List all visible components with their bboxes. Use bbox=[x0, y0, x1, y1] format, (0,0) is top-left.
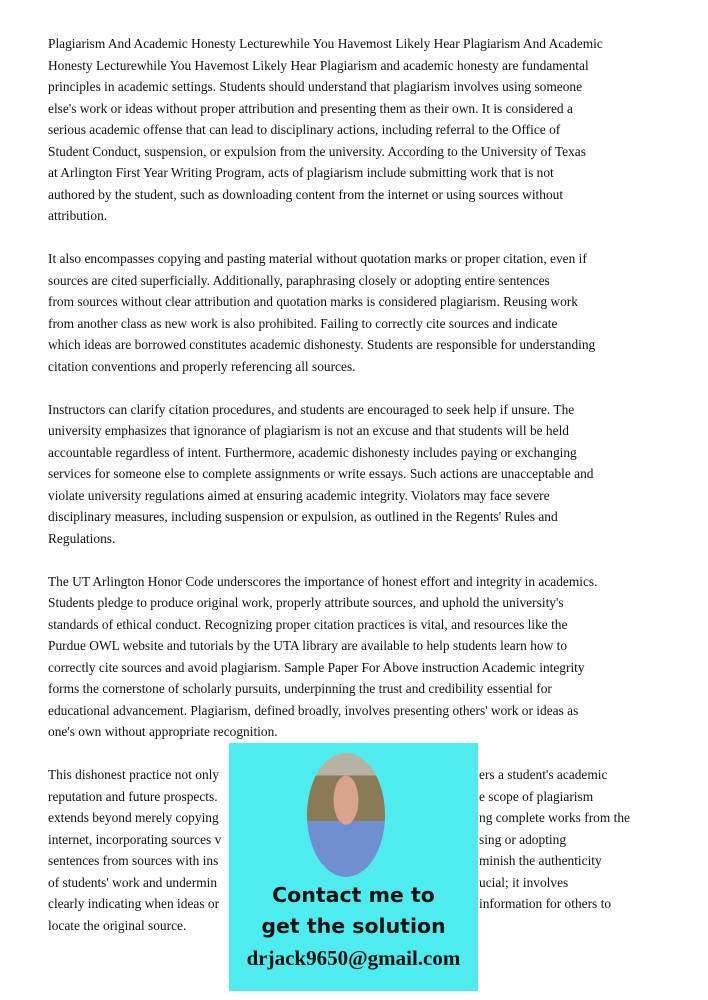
text-fragment-right: e scope of plagiarism bbox=[479, 788, 594, 804]
text-line: at Arlington First Year Writing Program, acts of plagiarism include submitting work that is not bbox=[48, 165, 554, 180]
paragraph bbox=[48, 33, 668, 227]
text-line: citation conventions and properly referencing all sources. bbox=[48, 358, 356, 374]
ad-title bbox=[229, 880, 478, 942]
text-fragment-left: sentences from sources with ins bbox=[48, 853, 219, 868]
text-line: else's work or ideas without proper attribution and presenting them as their own. It is considered a bbox=[48, 100, 573, 116]
text-line: Honesty Lecturewhile You Havemost Likely Hear Plagiarism and academic honesty are fundamental bbox=[48, 57, 589, 73]
text-fragment-right: ers a student's academic bbox=[479, 767, 608, 782]
text-line: principles in academic settings. Students should understand that plagiarism involves using someone bbox=[48, 79, 583, 94]
text-line: attribution. bbox=[48, 208, 108, 223]
text-line: one's own without appropriate recognition. bbox=[48, 724, 278, 739]
text-fragment-right: information for others to bbox=[479, 896, 612, 911]
text-line: sources are cited superficially. Additionally, paraphrasing closely or adopting entire sentences bbox=[48, 272, 550, 288]
text-line: It also encompasses copying and pasting material without quotation marks or proper citation, even if bbox=[48, 251, 587, 266]
text-line: from another class as new work is also prohibited. Failing to correctly cite sources and indicate bbox=[48, 315, 558, 331]
ad-title-line-2: get the solution bbox=[261, 914, 446, 938]
text-fragment-left: clearly indicating when ideas or bbox=[48, 896, 220, 911]
text-line: correctly cite sources and avoid plagiarism. Sample Paper For Above instruction Academic integrity bbox=[48, 659, 585, 675]
text-line: services for someone else to complete assignments or write essays. Such actions are unacceptable and bbox=[48, 466, 594, 481]
text-line: Students pledge to produce original work, properly attribute sources, and uphold the university's bbox=[48, 595, 564, 610]
text-line: from sources without clear attribution and quotation marks is considered plagiarism. Reusing work bbox=[48, 294, 578, 309]
text-line: Instructors can clarify citation procedures, and students are encouraged to seek help if unsure. The bbox=[48, 401, 575, 417]
text-line: Plagiarism And Academic Honesty Lecturewhile You Havemost Likely Hear Plagiarism And Academic bbox=[48, 36, 603, 51]
author-photo bbox=[307, 753, 385, 877]
text-line: authored by the student, such as downloading content from the internet or using sources without bbox=[48, 186, 564, 202]
text-line: forms the cornerstone of scholarly pursuits, underpinning the trust and credibility essential for bbox=[48, 681, 552, 696]
text-fragment-left: extends beyond merely copying bbox=[48, 810, 219, 825]
text-fragment-left: locate the original source. bbox=[48, 917, 187, 933]
text-fragment-right: ucial; it involves bbox=[479, 874, 569, 890]
text-fragment-left: of students' work and undermin bbox=[48, 874, 218, 890]
text-fragment-right: ng complete works from the bbox=[479, 810, 630, 825]
text-line: accountable regardless of intent. Furthermore, academic dishonesty includes paying or exchanging bbox=[48, 444, 577, 460]
text-line: educational advancement. Plagiarism, defined broadly, involves presenting others' work or ideas as bbox=[48, 702, 579, 718]
ad-email[interactable]: drjack9650@gmail.com bbox=[246, 946, 461, 970]
text-fragment-right: minish the authenticity bbox=[479, 853, 602, 868]
text-line: which ideas are borrowed constitutes academic dishonesty. Students are responsible for understanding bbox=[48, 337, 596, 352]
text-line: violate university regulations aimed at ensuring academic integrity. Violators may face severe bbox=[48, 487, 550, 503]
ad-title-line-1: Contact me to bbox=[272, 883, 435, 907]
text-line: standards of ethical conduct. Recognizing proper citation practices is vital, and resources like the bbox=[48, 616, 568, 632]
paragraph bbox=[48, 248, 668, 377]
text-fragment-right: sing or adopting bbox=[479, 831, 567, 847]
text-line: serious academic offense that can lead to disciplinary actions, including referral to the Office of bbox=[48, 122, 561, 137]
contact-advertisement[interactable] bbox=[229, 743, 478, 991]
text-line: The UT Arlington Honor Code underscores the importance of honest effort and integrity in academics. bbox=[48, 573, 598, 589]
text-line: Regulations. bbox=[48, 530, 116, 546]
text-fragment-left: This dishonest practice not only bbox=[48, 767, 220, 782]
text-fragment-left: internet, incorporating sources v bbox=[48, 831, 222, 847]
text-line: Purdue OWL website and tutorials by the UTA library are available to help students learn how to bbox=[48, 638, 568, 653]
text-line: disciplinary measures, including suspension or expulsion, as outlined in the Regents' Rules and bbox=[48, 509, 558, 524]
text-line: Student Conduct, suspension, or expulsion from the university. According to the University of Texas bbox=[48, 143, 586, 159]
text-line: university emphasizes that ignorance of plagiarism is not an excuse and that students will be held bbox=[48, 423, 569, 438]
text-fragment-left: reputation and future prospects. bbox=[48, 788, 218, 804]
paragraph bbox=[48, 571, 668, 743]
paragraph bbox=[48, 399, 668, 550]
